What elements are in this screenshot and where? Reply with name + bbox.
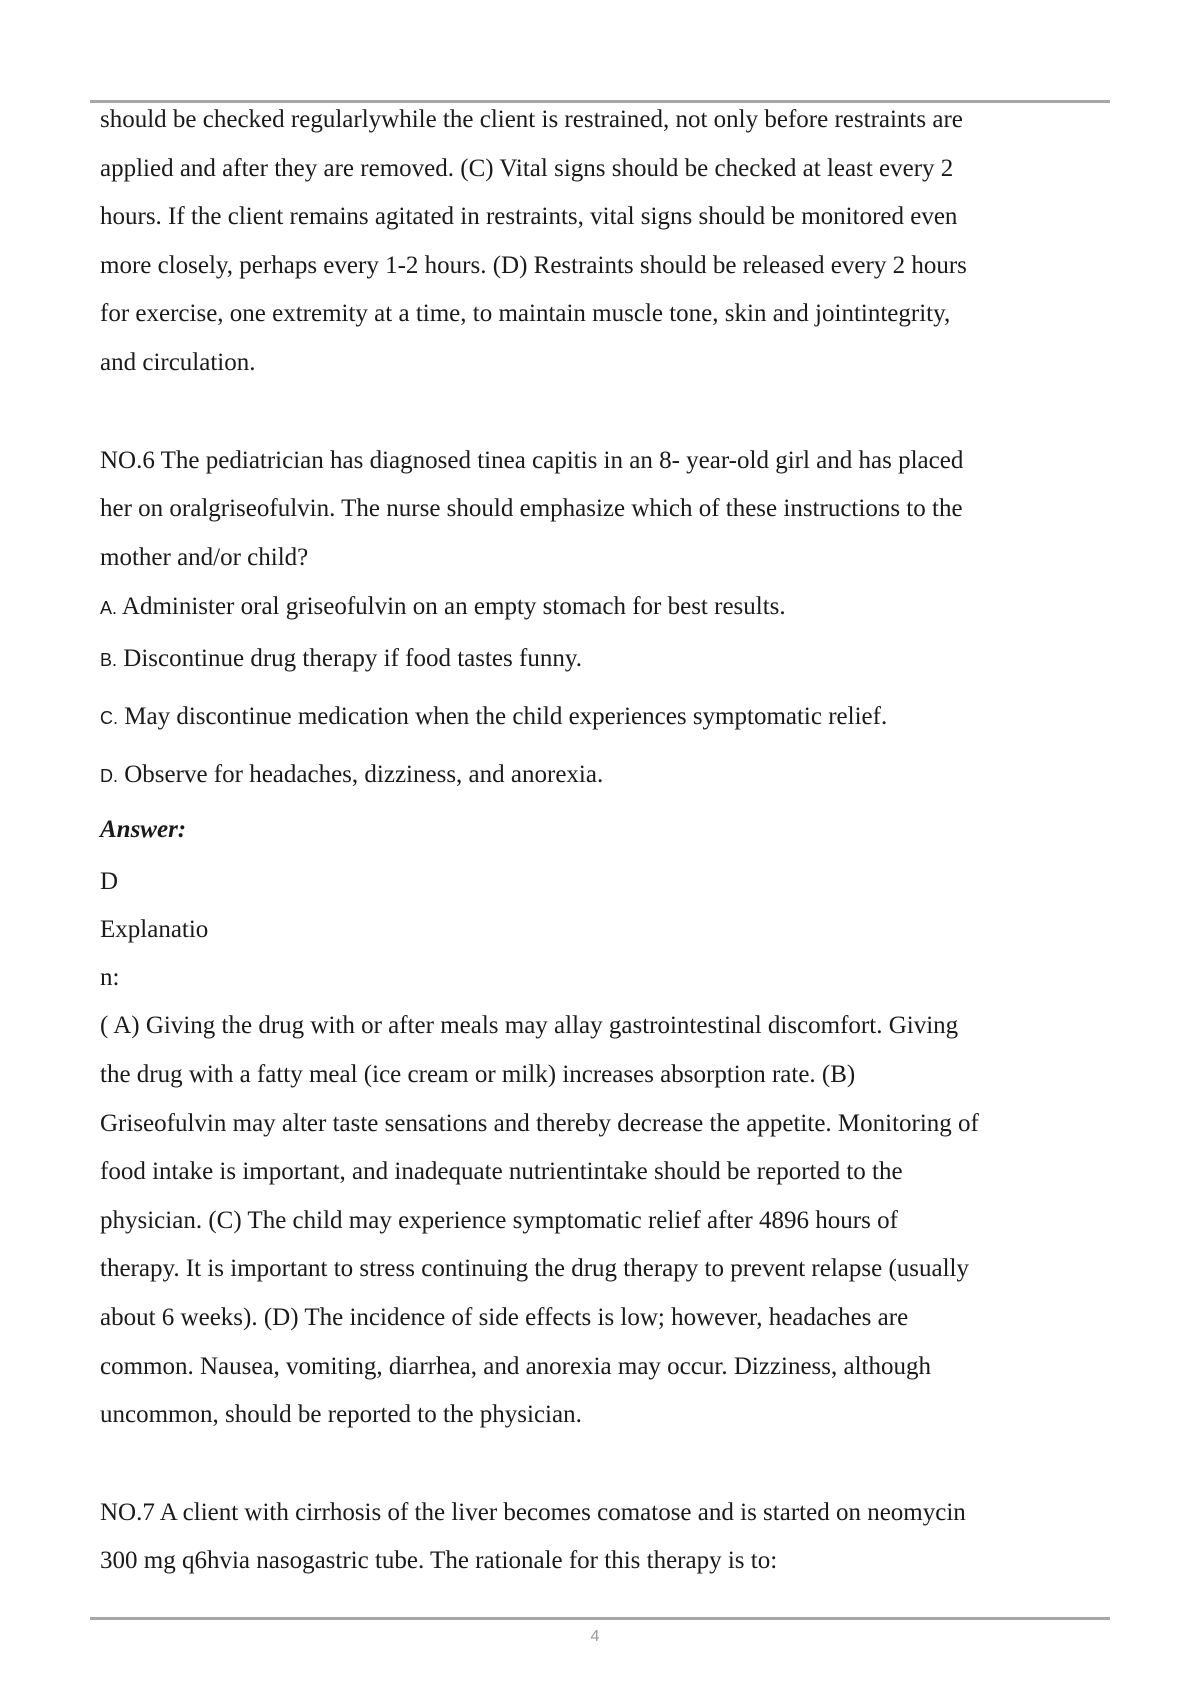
text-line: hours. If the client remains agitated in restraints, vital signs should be monitored even	[100, 203, 958, 231]
question-6	[100, 437, 1100, 1440]
text-line: physician. (C) The child may experience symptomatic relief after 4896 hours of	[100, 1206, 898, 1234]
text-line: NO.7 A client with cirrhosis of the liver becomes comatose and is started on neomycin	[100, 1498, 966, 1526]
option-text: Administer oral griseofulvin on an empty stomach for best results.	[121, 593, 786, 621]
question-7	[100, 1489, 1100, 1586]
option-text: May discontinue medication when the child experiences symptomatic relief.	[124, 703, 888, 731]
text-line: uncommon, should be reported to the physician.	[100, 1401, 582, 1429]
option-letter: D.	[100, 766, 118, 787]
option-letter: A.	[100, 598, 118, 619]
text-line: about 6 weeks). (D) The incidence of side effects is low; however, headaches are	[100, 1303, 909, 1331]
spacer	[100, 388, 1100, 437]
page-content	[100, 96, 1100, 1586]
option-a	[100, 592, 1100, 623]
text-line: common. Nausea, vomiting, diarrhea, and anorexia may occur. Dizziness, although	[100, 1352, 931, 1380]
option-c	[100, 702, 1100, 733]
option-letter: B.	[100, 650, 118, 671]
question-stem	[100, 437, 1100, 583]
text-line: NO.6 The pediatrician has diagnosed tinea capitis in an 8- year-old girl and has placed	[100, 446, 964, 474]
page-number: 4	[590, 1628, 600, 1645]
option-d	[100, 760, 1100, 791]
footer-rule	[90, 1617, 1110, 1620]
text-line: her on oralgriseofulvin. The nurse should emphasize which of these instructions to the	[100, 495, 963, 523]
option-text: Observe for headaches, dizziness, and anorexia.	[124, 761, 604, 789]
answer-value: D	[100, 868, 119, 896]
text-line: should be checked regularlywhile the client is restrained, not only before restraints are	[100, 106, 963, 133]
text-line: 300 mg q6hvia nasogastric tube. The rationale for this therapy is to:	[100, 1547, 778, 1575]
text-line: the drug with a fatty meal (ice cream or milk) increases absorption rate. (B)	[100, 1060, 856, 1088]
text-line: ( A) Giving the drug with or after meals may allay gastrointestinal discomfort. Giving	[100, 1012, 959, 1040]
spacer	[100, 1440, 1100, 1489]
option-text: Discontinue drug therapy if food tastes funny.	[123, 645, 582, 673]
text-line: Griseofulvin may alter taste sensations and thereby decrease the appetite. Monitoring of	[100, 1109, 979, 1137]
option-b	[100, 644, 1100, 675]
text-line: therapy. It is important to stress continuing the drug therapy to prevent relapse (usually	[100, 1255, 969, 1283]
text-line: mother and/or child?	[100, 543, 309, 571]
explanation-label-wrap: n:	[100, 964, 120, 992]
text-line: more closely, perhaps every 1-2 hours. (D) Restraints should be released every 2 hours	[100, 251, 967, 279]
continuation-paragraph	[100, 96, 1100, 388]
text-line: for exercise, one extremity at a time, to maintain muscle tone, skin and jointintegrity,	[100, 300, 951, 328]
explanation-paragraph	[100, 1002, 1100, 1439]
text-line: food intake is important, and inadequate nutrientintake should be reported to the	[100, 1158, 903, 1186]
text-line: applied and after they are removed. (C) Vital signs should be checked at least every 2	[100, 154, 954, 182]
explanation-label: Explanatio	[100, 916, 209, 944]
text-line: and circulation.	[100, 348, 256, 376]
answer-label: Answer:	[100, 816, 187, 844]
option-letter: C.	[100, 708, 118, 729]
